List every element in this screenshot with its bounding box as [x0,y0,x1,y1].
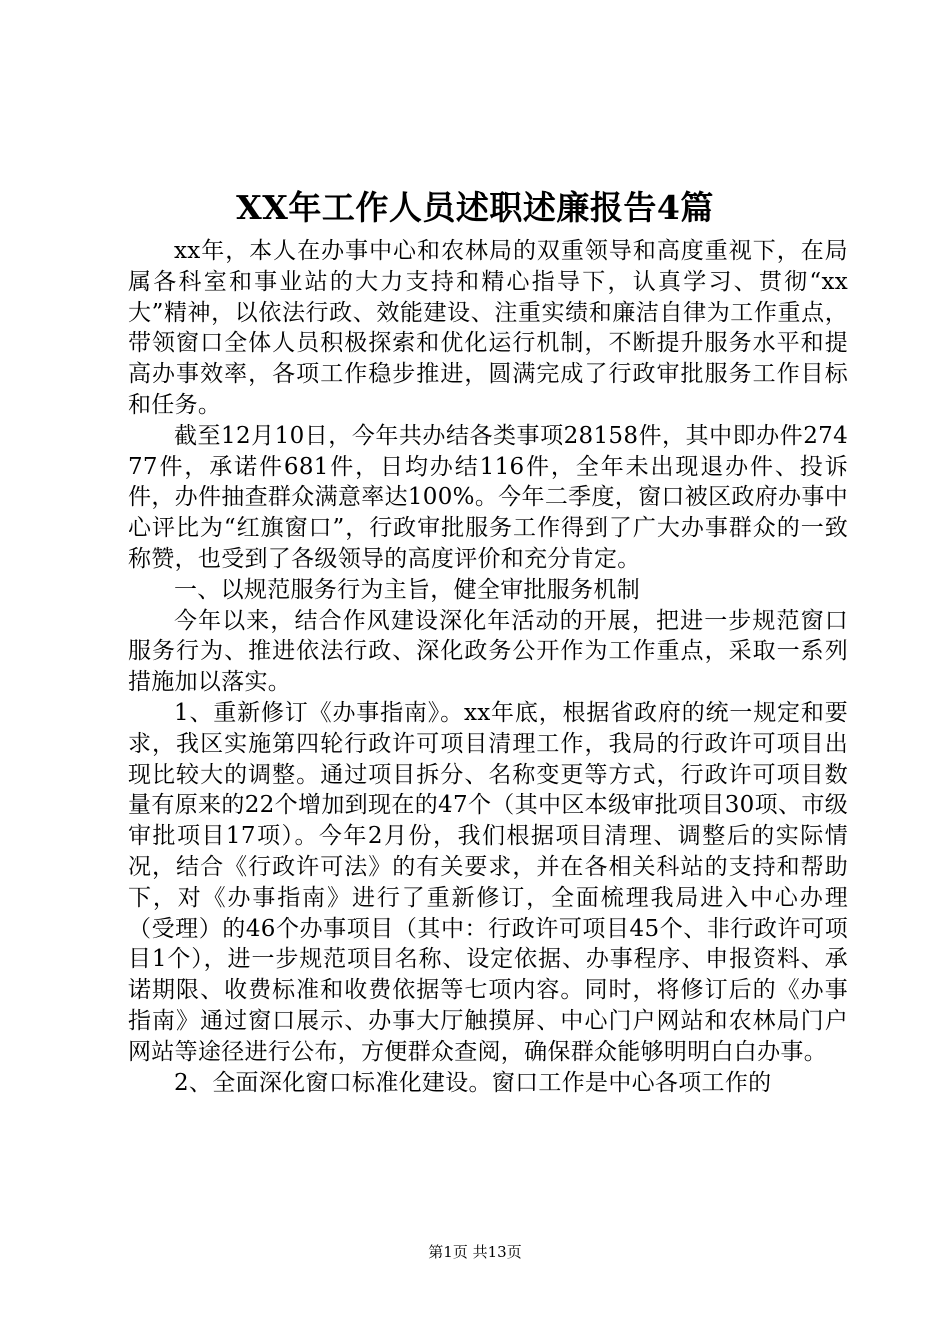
document-title: XX年工作人员述职述廉报告4篇 [236,188,714,227]
paragraph-statistics: 截至12月10日，今年共办结各类事项28158件，其中即办件27477件，承诺件681件，日均办结116件，全年未出现退办件、投诉件，办件抽查群众满意率达100%。今年二季度，窗口被区政府办事中心评比为“红旗窗口”，行政审批服务工作得到了广大办事群众的一致称赞，也受到了各级领导的高度评价和充分肯定。 [128,422,848,572]
document-body [128,236,848,1098]
paragraph-intro: xx年，本人在办事中心和农林局的双重领导和高度重视下，在局属各科室和事业站的大力支持和精心指导下，认真学习、贯彻“xx大”精神，以依法行政、效能建设、注重实绩和廉洁自律为工作重点，带领窗口全体人员积极探索和优化运行机制，不断提升服务水平和提高办事效率，各项工作稳步推进，圆满完成了行政审批服务工作目标和任务。 [128,238,848,418]
paragraph-item-1: 1、重新修订《办事指南》。xx年底，根据省政府的统一规定和要求，我区实施第四轮行政许可项目清理工作，我局的行政许可项目出现比较大的调整。通过项目拆分、名称变更等方式，行政许可项目数量有原来的22个增加到现在的47个（其中区本级审批项目30项、市级审批项目17项）。今年2月份，我们根据项目清理、调整后的实际情况，结合《行政许可法》的有关要求，并在各相关科站的支持和帮助下，对《办事指南》进行了重新修订，全面梳理我局进入中心办理（受理）的46个办事项目（其中：行政许可项目45个、非行政许可项目1个），进一步规范项目名称、设定依据、办事程序、申报资料、承诺期限、收费标准和收费依据等七项内容。同时，将修订后的《办事指南》通过窗口展示、办事大厅触摸屏、中心门户网站和农林局门户网站等途径进行公布，方便群众查阅，确保群众能够明明白白办事。 [128,699,848,1065]
page-number-footer: 第1页 共13页 [428,1243,522,1261]
paragraph-section-intro: 今年以来，结合作风建设深化年活动的开展，把进一步规范窗口服务行为、推进依法行政、深化政务公开作为工作重点，采取一系列措施加以落实。 [128,607,848,696]
paragraph-item-2: 2、全面深化窗口标准化建设。窗口工作是中心各项工作的 [174,1069,772,1096]
section-heading-1: 一、以规范服务行为主旨，健全审批服务机制 [174,576,640,603]
